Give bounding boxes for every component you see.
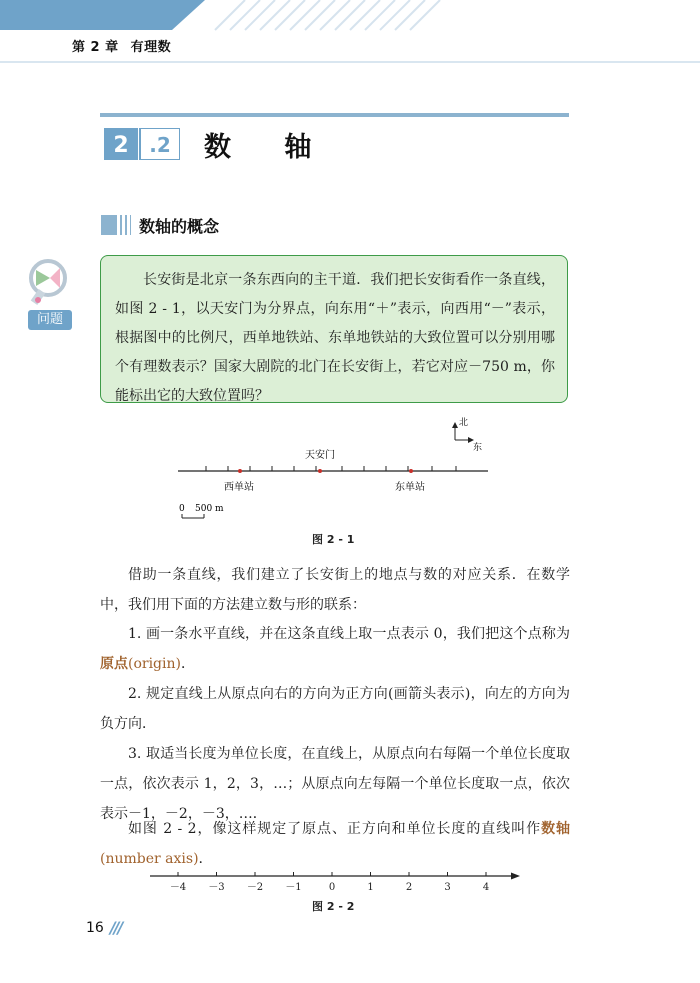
axis-tick-label: －4 — [169, 882, 187, 893]
figure-2-1-map — [170, 408, 500, 523]
step-2: 2. 规定直线上从原点向右的方向为正方向(画箭头表示)，向左的方向为负方向． — [100, 686, 570, 732]
problem-box — [100, 255, 568, 403]
section-number-major: 2 — [113, 133, 129, 158]
dongdan-label: 东单站 — [395, 482, 425, 493]
axis-tick-label: 4 — [482, 882, 490, 893]
street-ticks — [206, 466, 456, 471]
intro-text: 借助一条直线，我们建立了长安街上的地点与数的对应关系．在数学中，我们用下面的方法建立数与形的联系： — [100, 567, 570, 613]
axis-tick-label: 2 — [405, 882, 413, 893]
problem-label: 问题 — [28, 310, 72, 330]
axis-tick-label: －3 — [208, 882, 225, 893]
dongdan-point — [409, 469, 413, 473]
subsection-heading — [101, 214, 219, 236]
term-number-axis: 数轴 — [541, 821, 570, 837]
page-number-value: 16 — [86, 919, 104, 936]
page-number — [86, 918, 121, 937]
section-title: 数 轴 — [204, 132, 334, 163]
axis-ticks — [170, 872, 489, 893]
page-ornament: /// — [109, 918, 122, 937]
axis-tick-label: 1 — [367, 882, 374, 893]
step-3: 3. 取适当长度为单位长度，在直线上，从原点向右每隔一个单位长度取一点，依次表示 1，2，3，…；从原点向左每隔一个单位长度取一点，依次表示－1，－2，－3，…． — [100, 746, 570, 822]
axis-tick-label: 3 — [444, 882, 451, 893]
tiananmen-point — [318, 469, 322, 473]
running-header — [72, 36, 183, 55]
xidan-point — [238, 469, 242, 473]
figure-2-2-caption: 图 2 - 2 — [312, 900, 355, 913]
axis-arrow-icon — [511, 873, 520, 880]
term-number-axis-english: (number axis) — [100, 851, 199, 867]
step-1-text: 1. 画一条水平直线，并在这条直线上取一点表示 0，我们把这个点称为 — [128, 626, 570, 642]
section-number-minor: .2 — [149, 133, 171, 157]
section-number-badge — [104, 128, 180, 160]
step-1 — [100, 619, 570, 679]
chapter-title: 有理数 — [130, 40, 172, 55]
xidan-label: 西单站 — [224, 482, 254, 493]
axis-tick-label: 0 — [328, 882, 336, 893]
steps-list — [100, 619, 570, 829]
scale-zero: 0 — [179, 504, 185, 514]
definition-end: . — [198, 851, 203, 867]
axis-tick-label: －2 — [246, 882, 264, 893]
axis-tick-label: －1 — [285, 882, 302, 893]
figure-2-1-caption: 图 2 - 1 — [312, 533, 355, 546]
figure-2-2-number-axis — [140, 864, 530, 896]
scale-length: 500 m — [195, 504, 224, 514]
intro-paragraph — [100, 560, 570, 620]
problem-text: 长安街是北京一条东西向的主干道．我们把长安街看作一条直线，如图 2 - 1，以天安门为分界点，向东用“＋”表示，向西用“－”表示，根据图中的比例尺，西单地铁站、东单地铁站的大致位置可以分别用哪个有理数表示？国家大剧院的北门在长安街上，若它对应－750 m，你能标出它的大致位置吗？ — [115, 272, 555, 404]
north-label: 北 — [459, 418, 469, 428]
chapter-number: 第 2 章 — [72, 40, 119, 55]
definition-before: 如图 2 - 2，像这样规定了原点、正方向和单位长度的直线叫作 — [128, 821, 542, 837]
step-1-end: ． — [180, 656, 195, 672]
scale-bar — [182, 514, 204, 518]
term-origin: 原点 — [100, 656, 128, 672]
east-label: 东 — [473, 443, 483, 453]
section-rule — [100, 113, 569, 117]
subsection-bar-icon — [101, 215, 131, 235]
term-origin-english: (origin) — [128, 656, 181, 672]
tiananmen-label: 天安门 — [305, 450, 335, 461]
subsection-title: 数轴的概念 — [139, 216, 220, 236]
